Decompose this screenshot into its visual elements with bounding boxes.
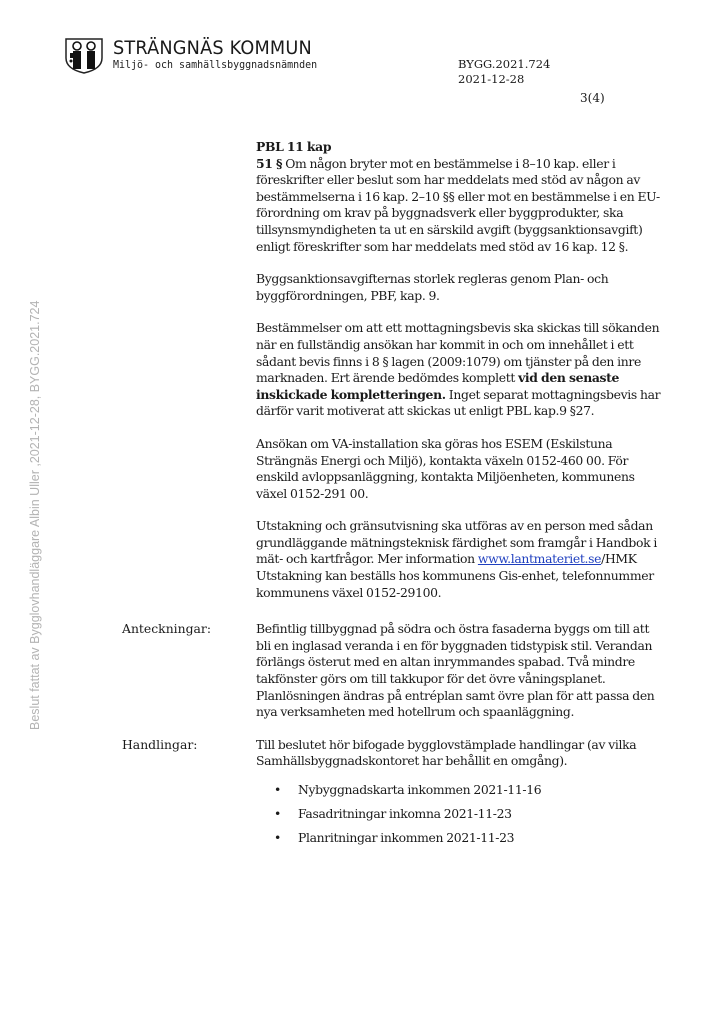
documents-intro: Till beslutet hör bifogade bygglovstämplade handlingar (av vilka Samhällsbyggnadskontoret har behållit en omgång). bbox=[256, 736, 637, 769]
sanction-paragraph: Byggsanktionsavgifternas storlek regleras genom Plan- och byggförordningen, PBF, kap. 9. bbox=[256, 271, 609, 303]
document-reference bbox=[458, 57, 550, 87]
receipt-text-b: Inget separat mottagningsbevis har därför varit motiverat att skickas ut enligt PBL kap.9 §27. bbox=[256, 386, 661, 419]
staking-paragraph bbox=[256, 518, 662, 601]
coat-of-arms-logo bbox=[64, 38, 104, 74]
document-item: • Nybyggnadskarta inkommen 2021-11-16 bbox=[256, 782, 662, 798]
receipt-text-bold: vid den senaste inskickade kompletteringen. bbox=[256, 370, 620, 402]
lantmateriet-link[interactable]: www.lantmateriet.se bbox=[477, 551, 602, 567]
pbl-section bbox=[256, 139, 662, 255]
staking-text-a: Utstakning och gränsutvisning ska utföras av en person med sådan grundläggande mätningsteknisk färdighet som framgår i Handbok i mät- och kartfrågor. Mer information bbox=[256, 518, 657, 567]
organization-name: STRÄNGNÄS KOMMUN bbox=[113, 37, 312, 59]
organization-subtitle: Miljö- och samhällsbyggnadsnämnden bbox=[113, 59, 318, 71]
pbl-paragraph-number: 51 § bbox=[256, 155, 283, 171]
documents-list bbox=[256, 782, 662, 846]
notes-text: Befintlig tillbyggnad på södra och östra fasaderna byggs om till att bli en inglasad veranda i en för byggnaden tidstypisk stil. Verandan förlängs österut med en altan inrymmandes spabad. Två mindre takfönster görs om till takkupor för det övre våningsplanet. Planlösningen ändras på entréplan samt övre plan för att passa den nya verksamheten med hotellrum och spaanläggning. bbox=[256, 621, 655, 720]
info-row bbox=[122, 139, 662, 601]
document-item: • Planritningar inkommen 2021-11-23 bbox=[256, 830, 662, 846]
organization-header bbox=[113, 38, 328, 71]
pbl-paragraph bbox=[256, 156, 662, 256]
decision-side-note: Beslut fattat av Bygglovhandläggare Albin Uller ,2021-12-28, BYGG.2021.724 bbox=[28, 300, 42, 730]
page-number: 3(4) bbox=[580, 91, 605, 105]
case-number: BYGG.2021.724 bbox=[458, 57, 551, 71]
notes-row bbox=[122, 621, 662, 721]
staking-text-b: /HMK Utstakning kan beställs hos kommunens Gis-enhet, telefonnummer kommunens växel 0152-29100. bbox=[256, 551, 654, 600]
pbl-heading: PBL 11 kap bbox=[256, 139, 332, 154]
document-item: • Fasadritningar inkomna 2021-11-23 bbox=[256, 806, 662, 822]
document-body bbox=[122, 139, 662, 870]
va-paragraph: Ansökan om VA-installation ska göras hos ESEM (Eskilstuna Strängnäs Energi och Miljö), kontakta växeln 0152-460 00. För enskild avloppsanläggning, kontakta Miljöenheten, kommunens växel 0152-291 00. bbox=[256, 435, 635, 501]
document-date: 2021-12-28 bbox=[458, 72, 525, 86]
documents-row bbox=[122, 737, 662, 854]
documents-section bbox=[256, 737, 662, 854]
pbl-paragraph-text: Om någon bryter mot en bestämmelse i 8–10 kap. eller i föreskrifter eller beslut som har meddelats med stöd av någon av bestämmelserna i 16 kap. 2–10 §§ eller mot en bestämmelse i en EU-förordning om krav på byggnadsverk eller byggprodukter, ska tillsynsmyndigheten ta ut en särskild avgift (byggsanktionsavgift) enligt föreskrifter som har meddelats med stöd av 16 kap. 12 §. bbox=[256, 155, 660, 254]
info-column bbox=[256, 139, 662, 601]
notes-label: Anteckningar: bbox=[122, 621, 212, 637]
receipt-text-a: Bestämmelser om att ett mottagningsbevis ska skickas till sökanden när en fullständig ansökan har kommit in och om innehållet i ett sådant bevis finns i 8 § lagen (2009:1079) om tjänster på den inre marknaden. Ert ärende bedömdes komplett bbox=[256, 320, 660, 386]
receipt-paragraph bbox=[256, 320, 662, 420]
documents-label: Handlingar: bbox=[122, 736, 198, 752]
